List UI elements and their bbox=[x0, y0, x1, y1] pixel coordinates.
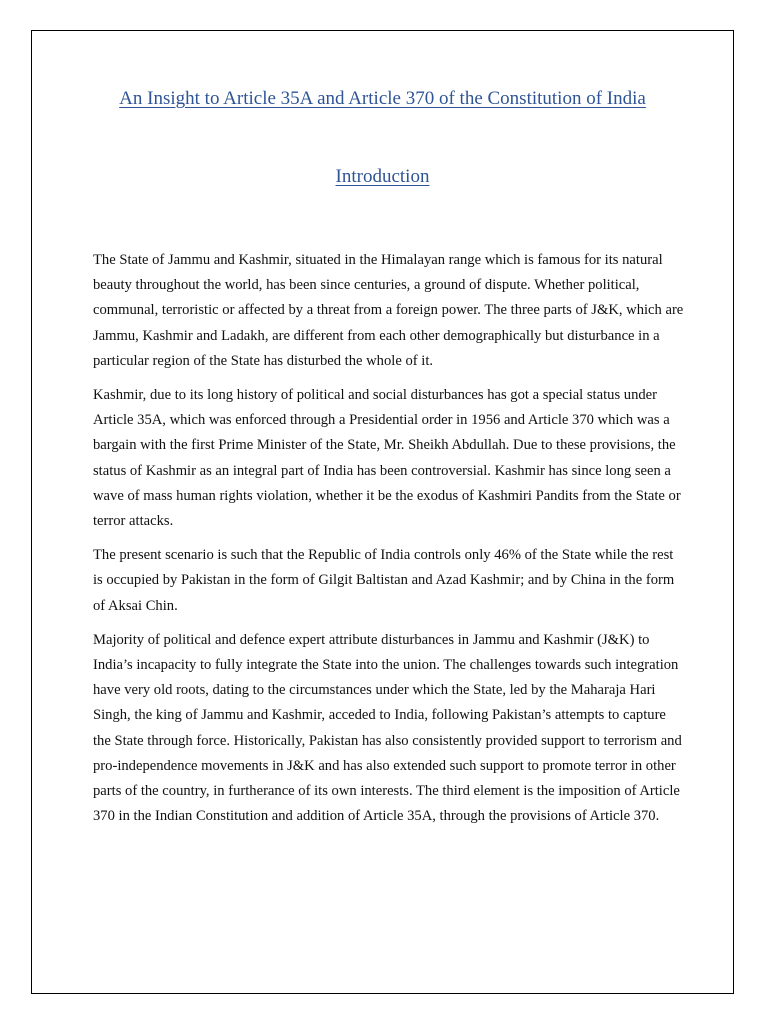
document-title: An Insight to Article 35A and Article 370 of the Constitution of India bbox=[119, 88, 646, 109]
paragraph-3: The present scenario is such that the Republic of India controls only 46% of the State while the rest is occupied by Pakistan in the form of Gilgit Baltistan and Azad Kashmir; and by China in the form of Aksai Chin. bbox=[93, 547, 675, 614]
body-text bbox=[93, 248, 685, 838]
paragraph-4: Majority of political and defence expert attribute disturbances in Jammu and Kashmir (J&K) to India’s incapacity to fully integrate the State into the union. The challenges towards such integration have very old roots, dating to the circumstances under which the State, led by the Maharaja Hari Singh, the king of Jammu and Kashmir, acceded to India, following Pakistan’s attempts to capture the State through force. Historically, Pakistan has also consistently provided support to terrorism and pro-independence movements in J&K and has also extended such support to promote terror in other parts of the country, in furtherance of its own interests. The third element is the imposition of Article 370 in the Indian Constitution and addition of Article 35A, through the provisions of Article 370. bbox=[93, 631, 682, 825]
paragraph-1: The State of Jammu and Kashmir, situated in the Himalayan range which is famous for its natural beauty throughout the world, has been since centuries, a ground of dispute. Whether political, communal, terroristic or affected by a threat from a foreign power. The three parts of J&K, which are Jammu, Kashmir and Ladakh, are different from each other demographically but disturbance in a particular region of the State has disturbed the whole of it. bbox=[93, 252, 684, 369]
paragraph-2: Kashmir, due to its long history of political and social disturbances has got a special status under Article 35A, which was enforced through a Presidential order in 1956 and Article 370 which was a bargain with the first Prime Minister of the State, Mr. Sheikh Abdullah. Due to these provisions, the status of Kashmir as an integral part of India has been controversial. Kashmir has since long seen a wave of mass human rights violation, whether it be the exodus of Kashmiri Pandits from the State or terror attacks. bbox=[93, 387, 681, 530]
section-heading-introduction: Introduction bbox=[335, 166, 430, 187]
